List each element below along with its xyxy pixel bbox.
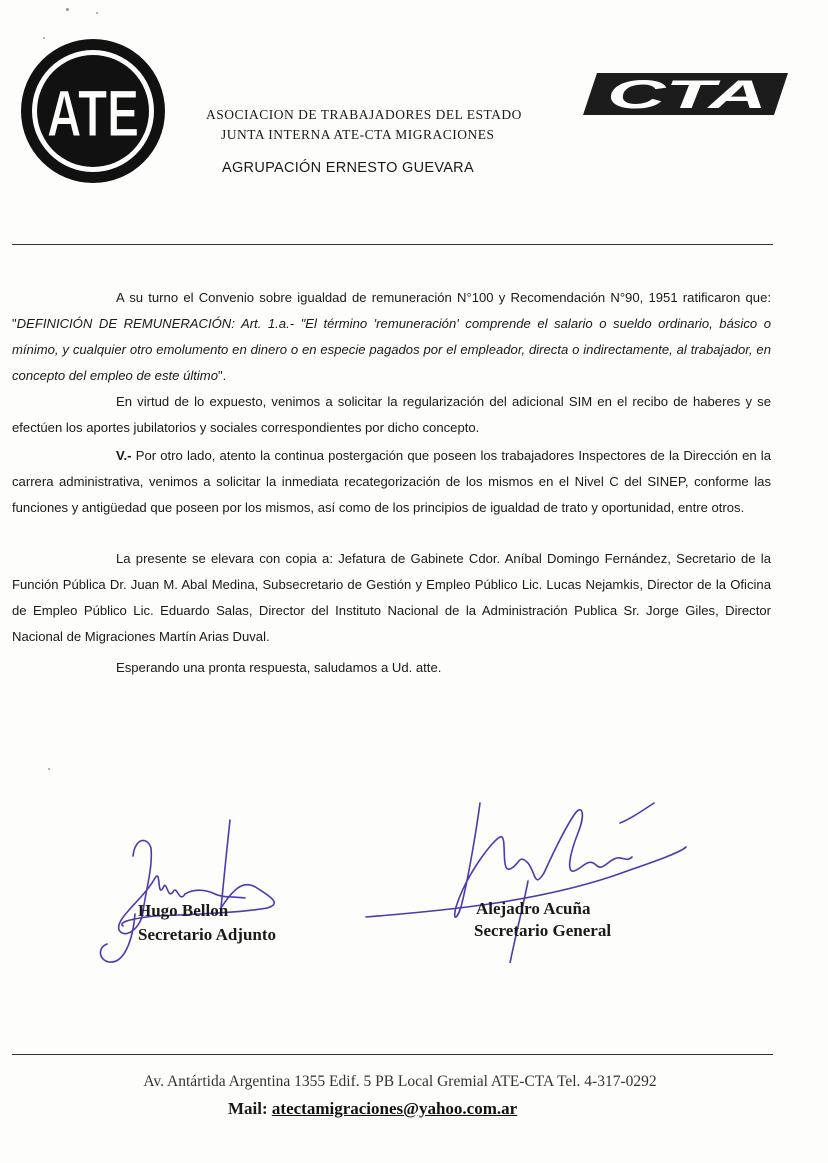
ate-logo-text: ATE	[47, 76, 139, 150]
quoted-definition: DEFINICIÓN DE REMUNERACIÓN: Art. 1.a.- "El término 'remuneración' comprende el salario o sueldo ordinario, básico o mínimo, y cualquier otro emolumento en dinero o en especie pagados por el empleador, directa o indirectamente, al trabajador, en concepto del empleo de este último	[12, 316, 771, 383]
cta-logo	[583, 69, 788, 119]
signer-title: Secretario Adjunto	[138, 925, 277, 944]
paragraph-closing	[12, 655, 771, 681]
ate-logo	[18, 36, 168, 186]
paragraph-text: En virtud de lo expuesto, venimos a solicitar la regularización del adicional SIM en el recibo de haberes y se efectúen los aportes jubilatorios y sociales correspondientes por dicho concepto.	[12, 394, 771, 435]
org-name-line2: JUNTA INTERNA ATE-CTA MIGRACIONES	[221, 127, 495, 142]
paragraph-text: Esperando una pronta respuesta, saludamos a Ud. atte.	[116, 660, 442, 675]
cta-logo-text: CTA	[607, 73, 767, 117]
mail-label: Mail:	[228, 1099, 268, 1118]
paragraph-text: ".	[218, 368, 227, 383]
email-link[interactable]: atectamigraciones@yahoo.com.ar	[271, 1099, 518, 1118]
paragraph-copies	[12, 546, 771, 650]
paragraph-text: A su turno el Convenio sobre igualdad de remuneración N°100 y Recomendación N°90, 1951 ratificaron que: "	[12, 290, 771, 331]
paragraph-convenio	[12, 285, 771, 389]
scan-speck	[48, 768, 50, 770]
scan-speck	[66, 8, 69, 11]
signer-name: Alejadro Acuña	[476, 899, 591, 918]
paragraph-recategorization	[12, 443, 771, 521]
footer-mail	[228, 1099, 517, 1119]
org-name-line1: ASOCIACION DE TRABAJADORES DEL ESTADO	[206, 107, 522, 122]
paragraph-request-sim	[12, 389, 771, 441]
signer-title: Secretario General	[474, 921, 612, 940]
signature-hugo-bellon	[95, 808, 295, 978]
footer-divider	[12, 1054, 773, 1055]
scan-speck	[96, 12, 98, 14]
signer-name: Hugo Bellon	[138, 901, 229, 920]
paragraph-text: La presente se elevara con copia a: Jefatura de Gabinete Cdor. Aníbal Domingo Fernández, Secretario de la Función Pública Dr. Juan M. Abal Medina, Subsecretario de Gestión y Empleo Público Lic. Lucas Nejamkis, Director de la Oficina de Empleo Público Lic. Eduardo Salas, Director del Instituto Nacional de la Administración Publica Sr. Jorge Giles, Director Nacional de Migraciones Martín Arias Duval.	[12, 551, 771, 644]
header-divider	[12, 244, 773, 245]
group-name: AGRUPACIÓN ERNESTO GUEVARA	[222, 160, 474, 176]
paragraph-text: Por otro lado, atento la continua postergación que poseen los trabajadores Inspectores de la Dirección en la carrera administrativa, venimos a solicitar la inmediata recategorización de los mismos en el Nivel C del SINEP, conforme las funciones y antigüedad que poseen por los mismos, así como de los principios de igualdad de trato y oportunidad, entre otros.	[12, 448, 771, 515]
footer-address: Av. Antártida Argentina 1355 Edif. 5 PB Local Gremial ATE-CTA Tel. 4-317-0292	[143, 1073, 657, 1090]
section-marker: V.-	[116, 448, 132, 463]
